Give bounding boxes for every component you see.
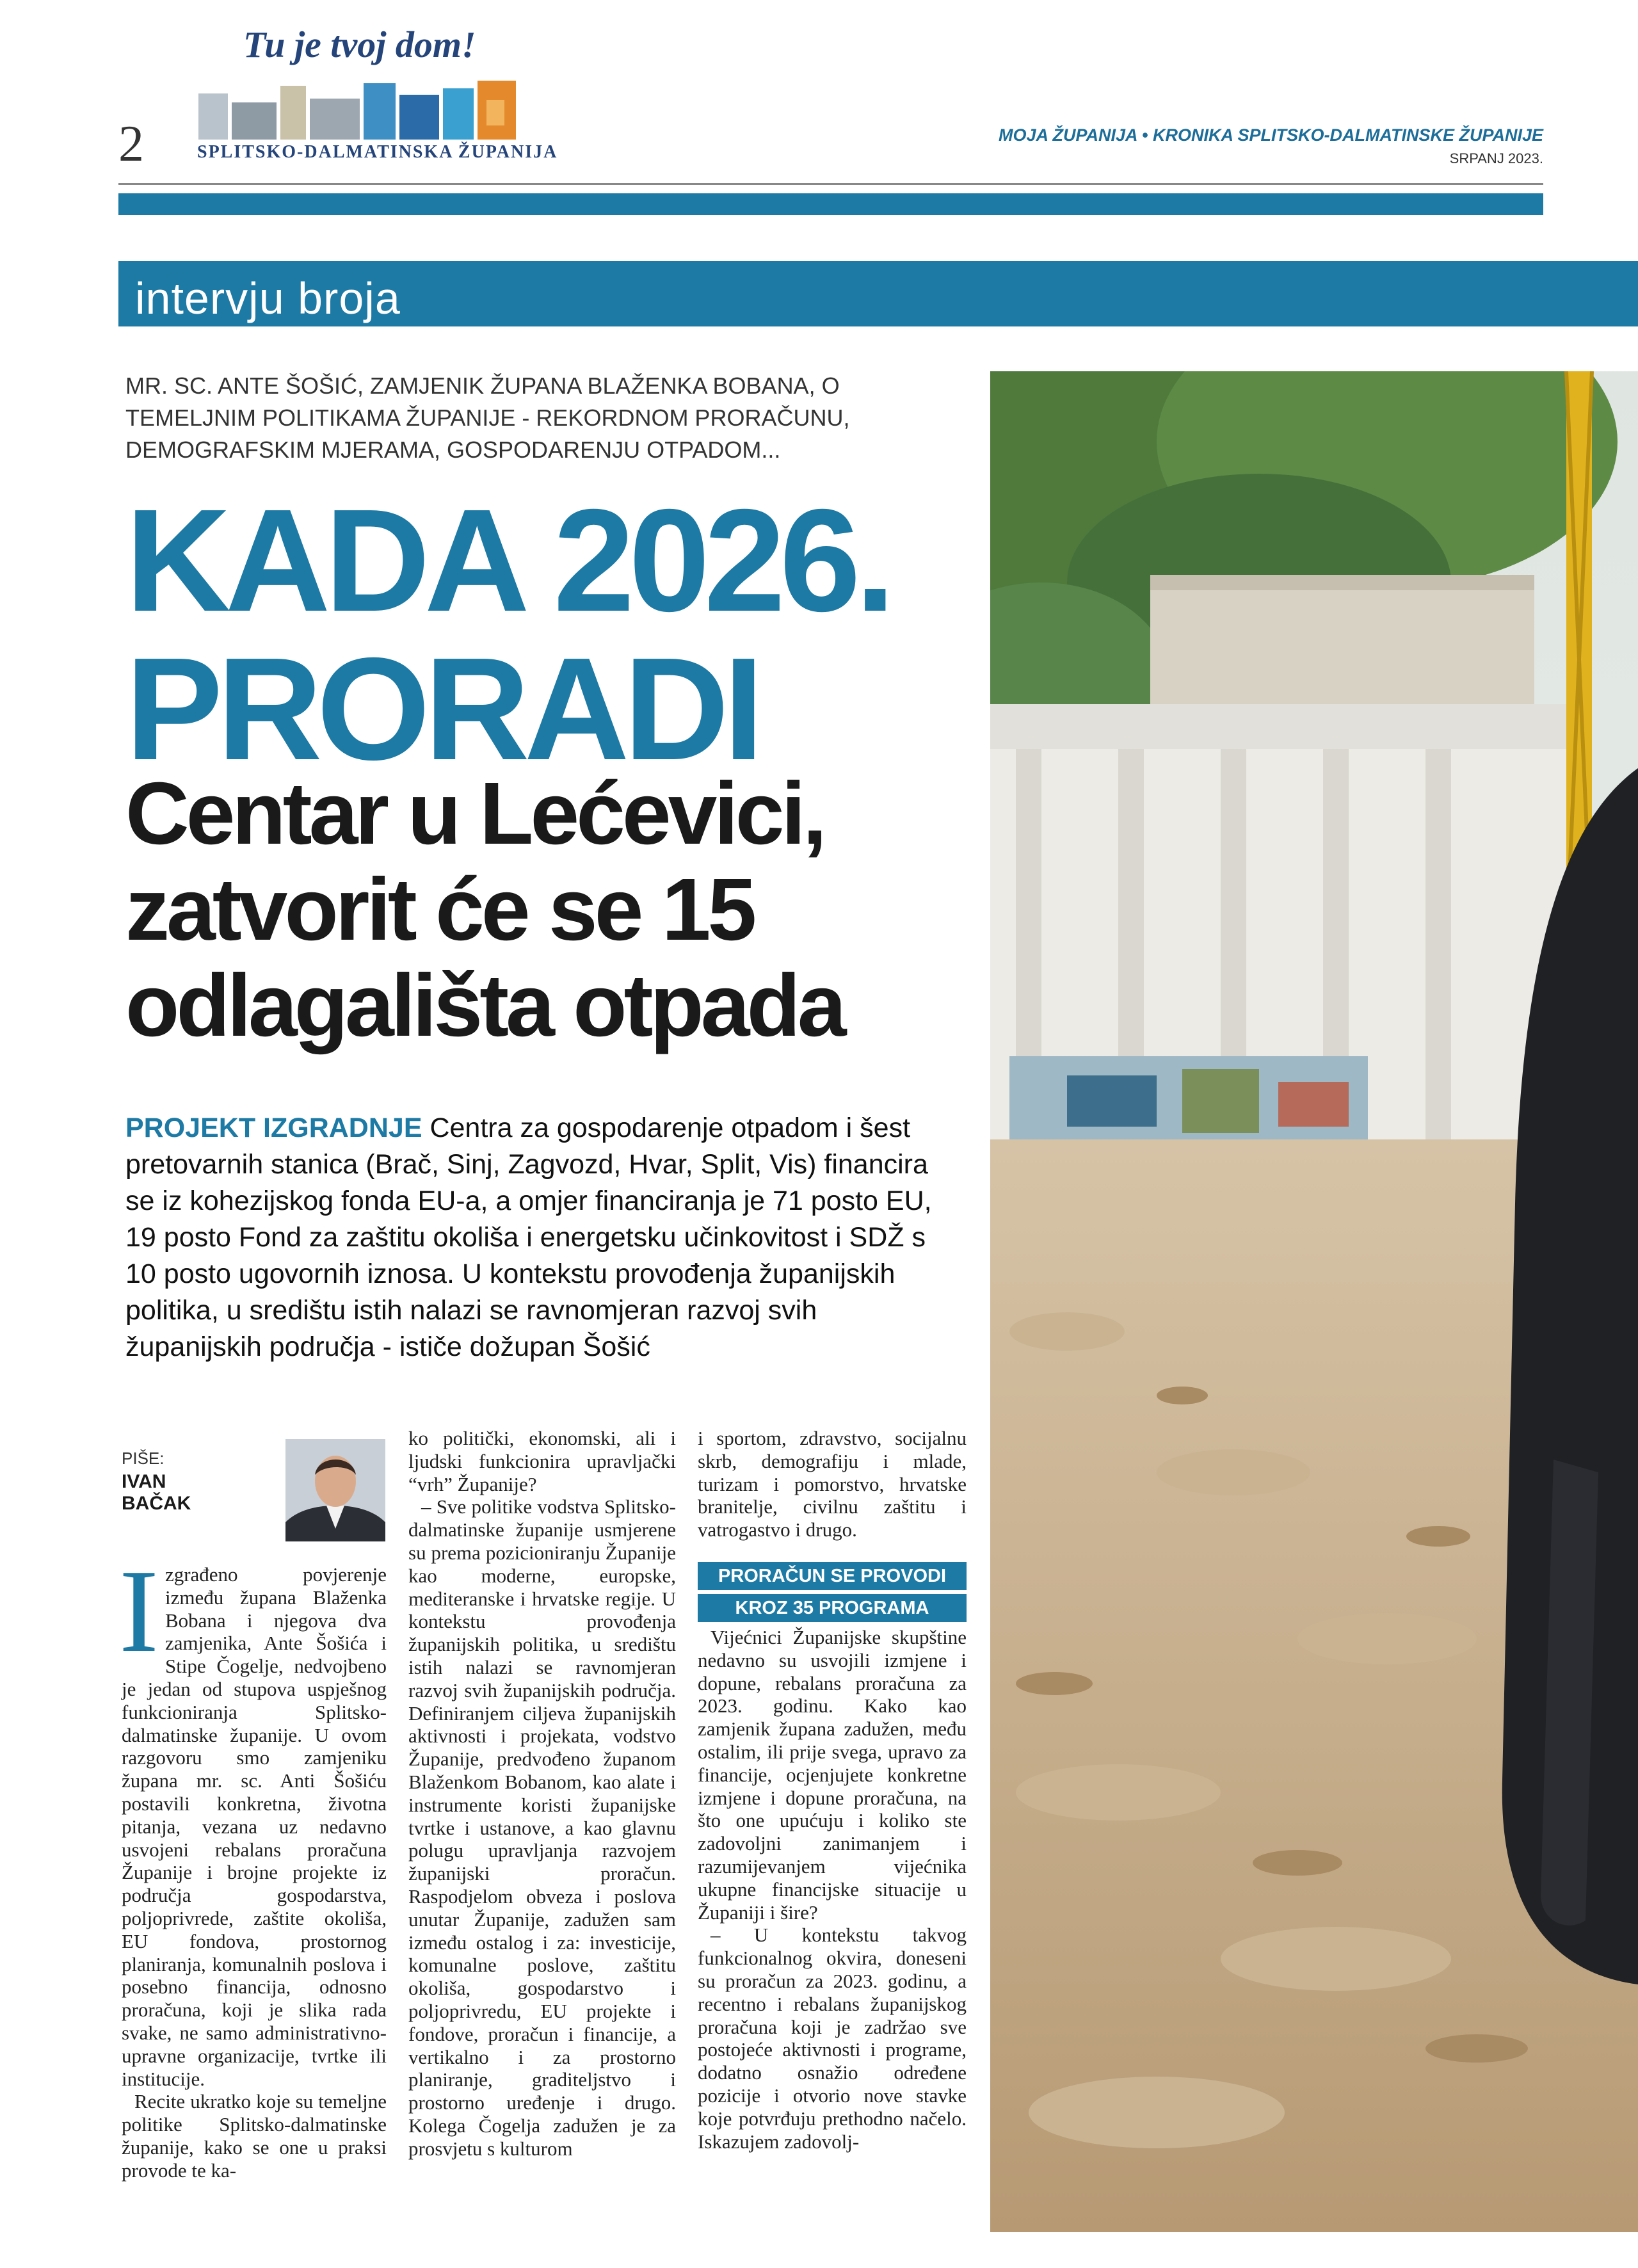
body-paragraph: – U kontekstu takvog funkcionalnog okvira, doneseni su proračun za 2023. godinu, a recentno i rebalans županijskog proračuna koji je zadržao sve postojeće aktivnosti i programe, dodatno osnažio određene pozicije i otvorio nove stavke koje potvrđuju prethodno načelo. Iskazujem zadovolj- (698, 1924, 967, 2153)
subhead-box-line: PRORAČUN SE PROVODI (698, 1562, 967, 1590)
article-lead (125, 1110, 932, 1365)
byline-name (122, 1471, 282, 1515)
byline (122, 1448, 282, 1515)
body-paragraph: – Sve politike vodstva Splitsko-dalmatinske županije usmjerene su prema pozicioniranju Županije kao moderne, europske, mediteranske i hrvatske regije. U kontekstu provođenja županijskih politika, u središtu istih nalazi se ravnomjeran razvoj svih županijskih područja. Definiranjem ciljeva županijskih aktivnosti i projekata, vodstvo Županije, predvođeno županom Blaženkom Bobanom, kao alate i instrumente koristi županijske tvrtke i ustanove, a kao glavnu polugu upravljanja razvojem županijski proračun. Raspodjelom obveza i poslova unutar Županije, zadužen sam između ostalog i za: investicije, komunalne poslove, zaštitu okoliša, gospodarstvo i poljoprivredu, EU projekte i fondove, proračun i financije, a vertikalno i za prostorno planiranje, graditeljstvo i prostorno uređenje i drugo. Kolega Čogelja zadužen je za prosvjetu s kulturom (408, 1495, 676, 2160)
logo-name: SPLITSKO-DALMATINSKA ŽUPANIJA (197, 142, 558, 162)
body-paragraph: Vijećnici Županijske skupštine nedavno su usvojili izmjene i dopune, rebalans proračuna za 2023. godinu. Kako kao zamjenik župana zadužen, među ostalim, ili prije svega, upravo za financije, ocjenjujete konkretne izmjene i dopune proračuna, na što one upućuju i koliko ste zadovoljni zanimanjem i razumijevanjem vijećnika ukupne financijske situacije u Županiji i šire? (698, 1625, 967, 1924)
body-paragraph: ko politički, ekonomski, ali i ljudski funkcionira upravljački “vrh” Županije? (408, 1427, 676, 1495)
author-portrait-illustration (285, 1439, 385, 1541)
subheadline-line: zatvorit će se 15 (125, 860, 754, 959)
section-band (118, 261, 1638, 326)
subhead-box-line: KROZ 35 PROGRAMA (698, 1594, 967, 1622)
body-column-3 (698, 1427, 967, 2153)
author-photo (285, 1439, 385, 1541)
article-photo (990, 371, 1638, 2232)
body-paragraph: Izgrađeno povjerenje između župana Blaženka Bobana i njegova dva zamjenika, Ante Šošića i Stipe Čogelje, nedvojbeno je jedan od stupova uspješnog funkcioniranja Splitsko-dalmatinske županije. U ovom razgovoru smo zamjeniku župana mr. sc. Anti Šošiću postavili konkretna, životna pitanja, vezana uz nedavno usvojeni rebalans proračuna Županije i brojne projekte iz područja gospodarstva, poljoprivrede, zaštite okoliša, EU fondova, prostornog planiranja, komunalnih poslova i posebno financija, odnosno proračuna, koji je slika rada svake, ne samo administrativno-upravne organizacije, tvrtke ili institucije. (119, 1545, 387, 2090)
publication-title: MOJA ŽUPANIJA • KRONIKA SPLITSKO-DALMATINSKE ŽUPANIJE (999, 125, 1543, 145)
subheadline (125, 766, 844, 1054)
body-column-2 (408, 1427, 676, 2160)
logo-blocks-graphic (198, 81, 518, 140)
byline-label: PIŠE: (122, 1449, 165, 1468)
headline (125, 479, 890, 791)
headline-line: PRORADI (125, 628, 759, 791)
header-rule (118, 183, 1543, 185)
logo-tagline: Tu je tvoj dom! (243, 24, 476, 65)
construction-site-illustration (990, 371, 1638, 2232)
issue-date: SRPANJ 2023. (1449, 150, 1543, 166)
county-logo (192, 19, 558, 166)
body-paragraph: Recite ukratko koje su temeljne politike Splitsko-dalmatinske županije, kako se one u praksi provode te ka- (122, 2090, 387, 2182)
body-column-1 (119, 1545, 387, 2182)
lead-text: Centra za gospodarenje otpadom i šest pretovarnih stanica (Brač, Sinj, Zagvozd, Hvar, Split, Vis) financira se iz kohezijskog fonda EU-a, a omjer financiranja je 71 posto EU, 19 posto Fond za zaštitu okoliša i energetsku učinkovitost i SDŽ s 10 posto ugovornih iznosa. U kontekstu provođenja županijskih politika, u središtu istih nalazi se ravnomjeran razvoj svih županijskih područja - ističe dožupan Šošić (125, 1113, 932, 1362)
headline-line: KADA 2026. (125, 479, 890, 642)
section-label: intervju broja (135, 273, 401, 323)
spacer (698, 1541, 967, 1559)
subheadline-line: Centar u Lećevici, (125, 764, 824, 863)
article-kicker: MR. SC. ANTE ŠOŠIĆ, ZAMJENIK ŽUPANA BLAŽENKA BOBANA, O TEMELJNIM POLITIKAMA ŽUPANIJE - REKORDNOM PRORAČUNU, DEMOGRAFSKIM MJERAMA, GOSPODARENJU OTPADOM... (125, 373, 850, 463)
byline-first-name: IVAN (122, 1471, 166, 1492)
header-blue-bar (118, 193, 1543, 215)
page-number: 2 (118, 116, 144, 172)
dropcap: I (119, 1545, 159, 1677)
publication-info (999, 125, 1543, 167)
subheadline-line: odlagališta otpada (125, 956, 844, 1055)
byline-last-name: BAČAK (122, 1493, 191, 1514)
body-paragraph: i sportom, zdravstvo, socijalnu skrb, demografiju i mlade, turizam i pomorstvo, hrvatske branitelje, civilnu zaštitu i vatrogastvo i drugo. (698, 1427, 967, 1541)
lead-kicker: PROJEKT IZGRADNJE (125, 1113, 422, 1143)
